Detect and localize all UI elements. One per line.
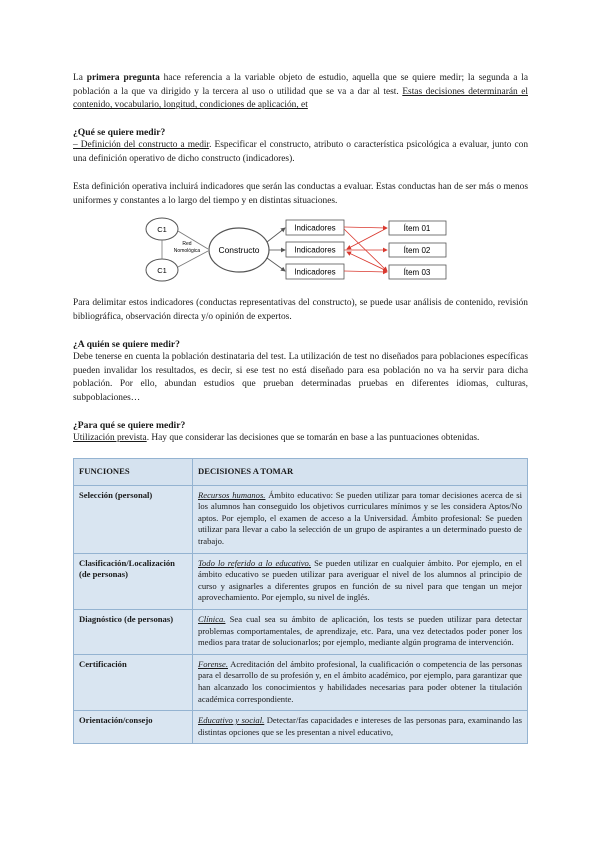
indicators-paragraph: Para delimitar estos indicadores (conductas representativas del constructo), se puede usar análisis de contenido, revisión bibliográfica, observación directa y/o opinión de expertos. bbox=[73, 298, 528, 322]
c1-bottom-label: C1 bbox=[157, 266, 167, 275]
intended-use-label: Utilización prevista bbox=[73, 433, 147, 443]
decision-lead: Clínica. bbox=[198, 613, 226, 624]
operative-definition-paragraph: Esta definición operativa incluirá indicadores que serán las conductas a evaluar. Estas conductas han de ser más o menos uniformes y constantes a lo largo del tiempo y en distintas situaciones. bbox=[73, 182, 528, 206]
decision-cell bbox=[193, 711, 528, 744]
decision-text: Detectar/fas capacidades e intereses de las personas para, examinando las distintas opciones que se les presentan a nivel educativo, bbox=[198, 715, 522, 737]
heading-who-to-measure: ¿A quién se quiere medir? bbox=[73, 339, 180, 350]
table-row bbox=[74, 553, 528, 609]
constructo-label: Constructo bbox=[218, 245, 260, 255]
function-cell: Certificación bbox=[74, 654, 193, 710]
decision-lead: Forense. bbox=[198, 658, 228, 669]
c1-top-label: C1 bbox=[157, 225, 167, 234]
intro-underlined-text: Estas decisiones determinarán el contenido, vocabulario, longitud, condiciones de aplicación, et bbox=[73, 86, 528, 111]
decision-text: Sea cual sea su ámbito de aplicación, los tests se pueden utilizar para detectar problemas comportamentales, de aprendizaje, etc. Para, una vez detectados poder poner los medios para tratar de solucionarlos; por ejemplo, mediante algún programa de intervención. bbox=[198, 613, 522, 648]
item-label-2: Ítem 02 bbox=[403, 246, 431, 255]
table-row bbox=[74, 711, 528, 744]
decision-lead: Todo lo referido a lo educativo. bbox=[198, 557, 311, 568]
decision-text: Ámbito educativo: Se pueden utilizar para tomar decisiones acerca de si los alumnos han conseguido los objetivos curriculares mínimos y se les considera Aptos/No aptos. Por ejemplo, el examen de acceso a la Universidad. Ámbito profesional: Se pueden utilizar para llevar a cabo la selección de un grupo de aspirantes a un determinado puesto de trabajo. bbox=[198, 489, 522, 546]
decision-text: Se pueden utilizar en cualquier ámbito. Por ejemplo, en el ámbito educativo se pueden utilizar para averiguar el nivel de los alumnos al principio de curso y asignarles a diferentes grupos en función de su nivel para que tengan un mejor aprovechamiento. Por ejemplo, su nivel de inglés. bbox=[198, 557, 522, 603]
indicator-label-2: Indicadores bbox=[294, 245, 336, 255]
item-label-1: Ítem 01 bbox=[403, 224, 431, 233]
intro-bold-term: primera pregunta bbox=[86, 73, 160, 83]
table-row bbox=[74, 609, 528, 654]
decision-cell bbox=[193, 553, 528, 609]
red-label-2: Nomológica bbox=[173, 248, 201, 254]
indicator-label-3: Indicadores bbox=[294, 267, 336, 277]
table-header-row bbox=[74, 459, 528, 486]
heading-what-to-measure: ¿Qué se quiere medir? bbox=[73, 127, 166, 138]
header-decisions: DECISIONES A TOMAR bbox=[193, 459, 528, 486]
decision-cell bbox=[193, 654, 528, 710]
function-cell: Orientación/consejo bbox=[74, 711, 193, 744]
intended-use-paragraph bbox=[73, 432, 528, 446]
function-cell: Selección (personal) bbox=[74, 485, 193, 553]
definition-paragraph bbox=[73, 139, 528, 166]
definition-text: . Especificar el constructo, atributo o característica psicológica a evaluar, junto con una definición operativo de dicho constructo (indicadores). bbox=[73, 140, 529, 164]
functions-table bbox=[73, 458, 528, 744]
decision-text: Acreditación del ámbito profesional, la cualificación o competencia de las personas para el desarrollo de su profesión y, en el ámbito académico, por ejemplo, para garantizar que han alcanzado los conocimientos y habilidades necesarias para poder obtener la titulación académica correspondiente. bbox=[198, 658, 522, 704]
function-cell: Diagnóstico (de personas) bbox=[74, 609, 193, 654]
red-label-1: Red bbox=[182, 241, 192, 247]
intro-text-1: La bbox=[73, 73, 87, 83]
population-paragraph: Debe tenerse en cuenta la población destinataria del test. La utilización de test no diseñados para poblaciones específicas pueden invalidar los resultados, es decir, si ese test no está diseñado para esa población no va ha servir para dicha población. Por ello, abundan estudios que prueban determinadas pruebas en diferentes idiomas, culturas, subpoblaciones… bbox=[73, 352, 528, 403]
indicator-label-1: Indicadores bbox=[294, 223, 336, 233]
table-row bbox=[74, 485, 528, 553]
decision-lead: Recursos humanos. bbox=[198, 489, 266, 500]
intro-paragraph bbox=[73, 72, 528, 113]
decision-lead: Educativo y social. bbox=[198, 715, 265, 726]
item-label-3: Ítem 03 bbox=[403, 268, 431, 277]
decision-cell bbox=[193, 485, 528, 553]
indicator-item-arrows bbox=[344, 227, 387, 272]
heading-why-measure: ¿Para qué se quiere medir? bbox=[73, 420, 186, 431]
definition-label: – Definición del constructo a medir bbox=[73, 140, 210, 150]
construct-diagram bbox=[143, 205, 448, 285]
header-functions: FUNCIONES bbox=[74, 459, 193, 486]
function-cell: Clasificación/Localización (de personas) bbox=[74, 553, 193, 609]
intended-use-text: . Hay que considerar las decisiones que se tomarán en base a las puntuaciones obtenidas. bbox=[146, 433, 480, 443]
intro-text-2: hace referencia a la variable objeto de estudio, aquella que se quiere medir; la segunda a la población a la que va dirigido y la tercera al uso o utilidad que se va a dar al test. bbox=[73, 73, 529, 97]
decision-cell bbox=[193, 609, 528, 654]
table-row bbox=[74, 654, 528, 710]
